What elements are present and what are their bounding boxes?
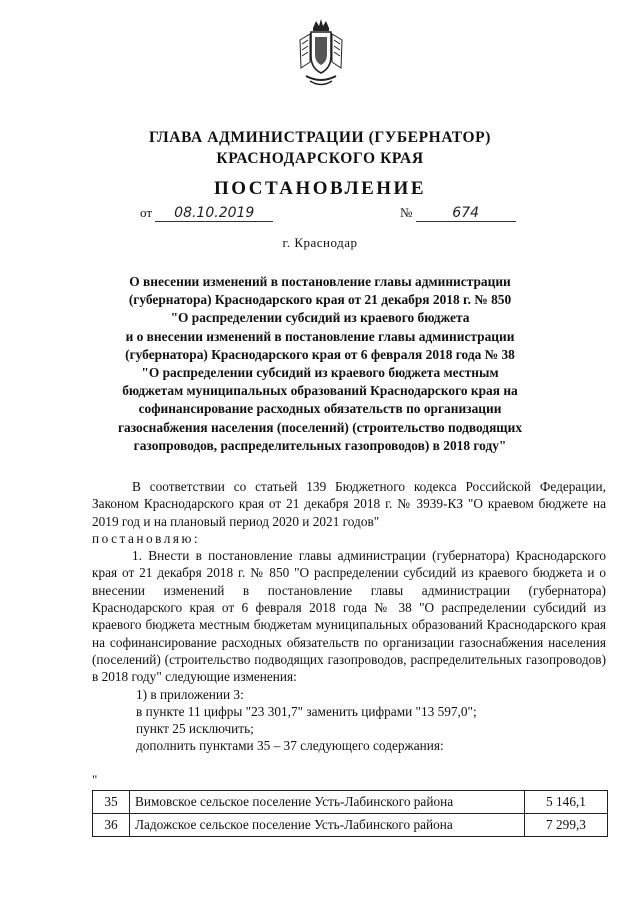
title-line: софинансирование расходных обязательств по организации	[138, 401, 502, 417]
title-line: "О распределении субсидий из краевого бюджета	[170, 310, 470, 326]
document-body	[92, 478, 606, 755]
title-line: "О распределении субсидий из краевого бюджета местным	[141, 365, 499, 381]
row-name: Вимовское сельское поселение Усть-Лабинского района	[130, 791, 525, 814]
title-line: газоснабжения населения (поселений) (строительство подводящих	[117, 419, 523, 435]
title-line: (губернатора) Краснодарского края от 6 февраля 2018 года № 38	[125, 346, 515, 362]
sub-item-line: дополнить пунктами 35 – 37 следующего содержания:	[136, 738, 444, 754]
title-line: и о внесении изменений в постановление главы администрации	[125, 328, 515, 344]
sub-item-line: 1) в приложении 3:	[136, 686, 244, 702]
sub-item-line: в пункте 11 цифры "23 301,7" заменить цифрами "13 597,0";	[136, 703, 477, 719]
number-value: 674	[416, 205, 516, 222]
sub-item-line: пункт 25 исключить;	[136, 721, 254, 737]
row-number: 35	[93, 791, 130, 814]
document-title	[110, 273, 530, 455]
title-line: (губернатора) Краснодарского края от 21 декабря 2018 г. № 850	[128, 292, 512, 308]
title-line: газопроводов, распределительных газопроводов) в 2018 году"	[133, 437, 507, 453]
opening-quote: "	[92, 772, 98, 787]
preamble-paragraph: В соответствии со статьей 139 Бюджетного кодекса Российской Федерации, Законом Краснодарского края от 21 декабря 2018 г. № 3939-КЗ "О краевом бюджете на 2019 год и на плановый период 2020 и 2021 годов"	[92, 479, 606, 529]
document-type: ПОСТАНОВЛЕНИЕ	[213, 178, 427, 199]
subsidy-table	[92, 790, 608, 837]
coat-of-arms-icon	[298, 18, 344, 90]
title-line: О внесении изменений в постановление главы администрации	[129, 274, 511, 289]
date-field	[140, 205, 273, 222]
row-name: Ладожское сельское поселение Усть-Лабинского района	[130, 814, 525, 837]
date-prefix: от	[140, 205, 153, 220]
row-value: 5 146,1	[525, 791, 608, 814]
row-value: 7 299,3	[525, 814, 608, 837]
date-value: 08.10.2019	[155, 205, 273, 222]
authority-name-line-1: ГЛАВА АДМИНИСТРАЦИИ (ГУБЕРНАТОР)	[149, 129, 491, 146]
number-prefix: №	[400, 205, 413, 220]
title-line: бюджетам муниципальных образований Краснодарского края на	[122, 383, 518, 399]
resolve-word: постановляю:	[92, 530, 201, 546]
city-name: г. Краснодар	[282, 235, 358, 250]
authority-name-line-2: КРАСНОДАРСКОГО КРАЯ	[216, 150, 424, 167]
number-field	[400, 205, 516, 222]
point-1-paragraph: 1. Внести в постановление главы администрации (губернатора) Краснодарского края от 21 декабря 2018 г. № 850 "О распределении субсидий из краевого бюджета и о внесении изменений в постановление главы администрации (губернатора) Краснодарского края от 6 февраля 2018 года № 38 "О распределении субсидий из краевого бюджета местным бюджетам муниципальных образований Краснодарского края на софинансирование расходных обязательств по организации газоснабжения населения (поселений) (строительство подводящих газопроводов, распределительных газопроводов) в 2018 году" следующие изменения:	[92, 548, 606, 685]
table-row	[93, 791, 608, 814]
row-number: 36	[93, 814, 130, 837]
table-row	[93, 814, 608, 837]
